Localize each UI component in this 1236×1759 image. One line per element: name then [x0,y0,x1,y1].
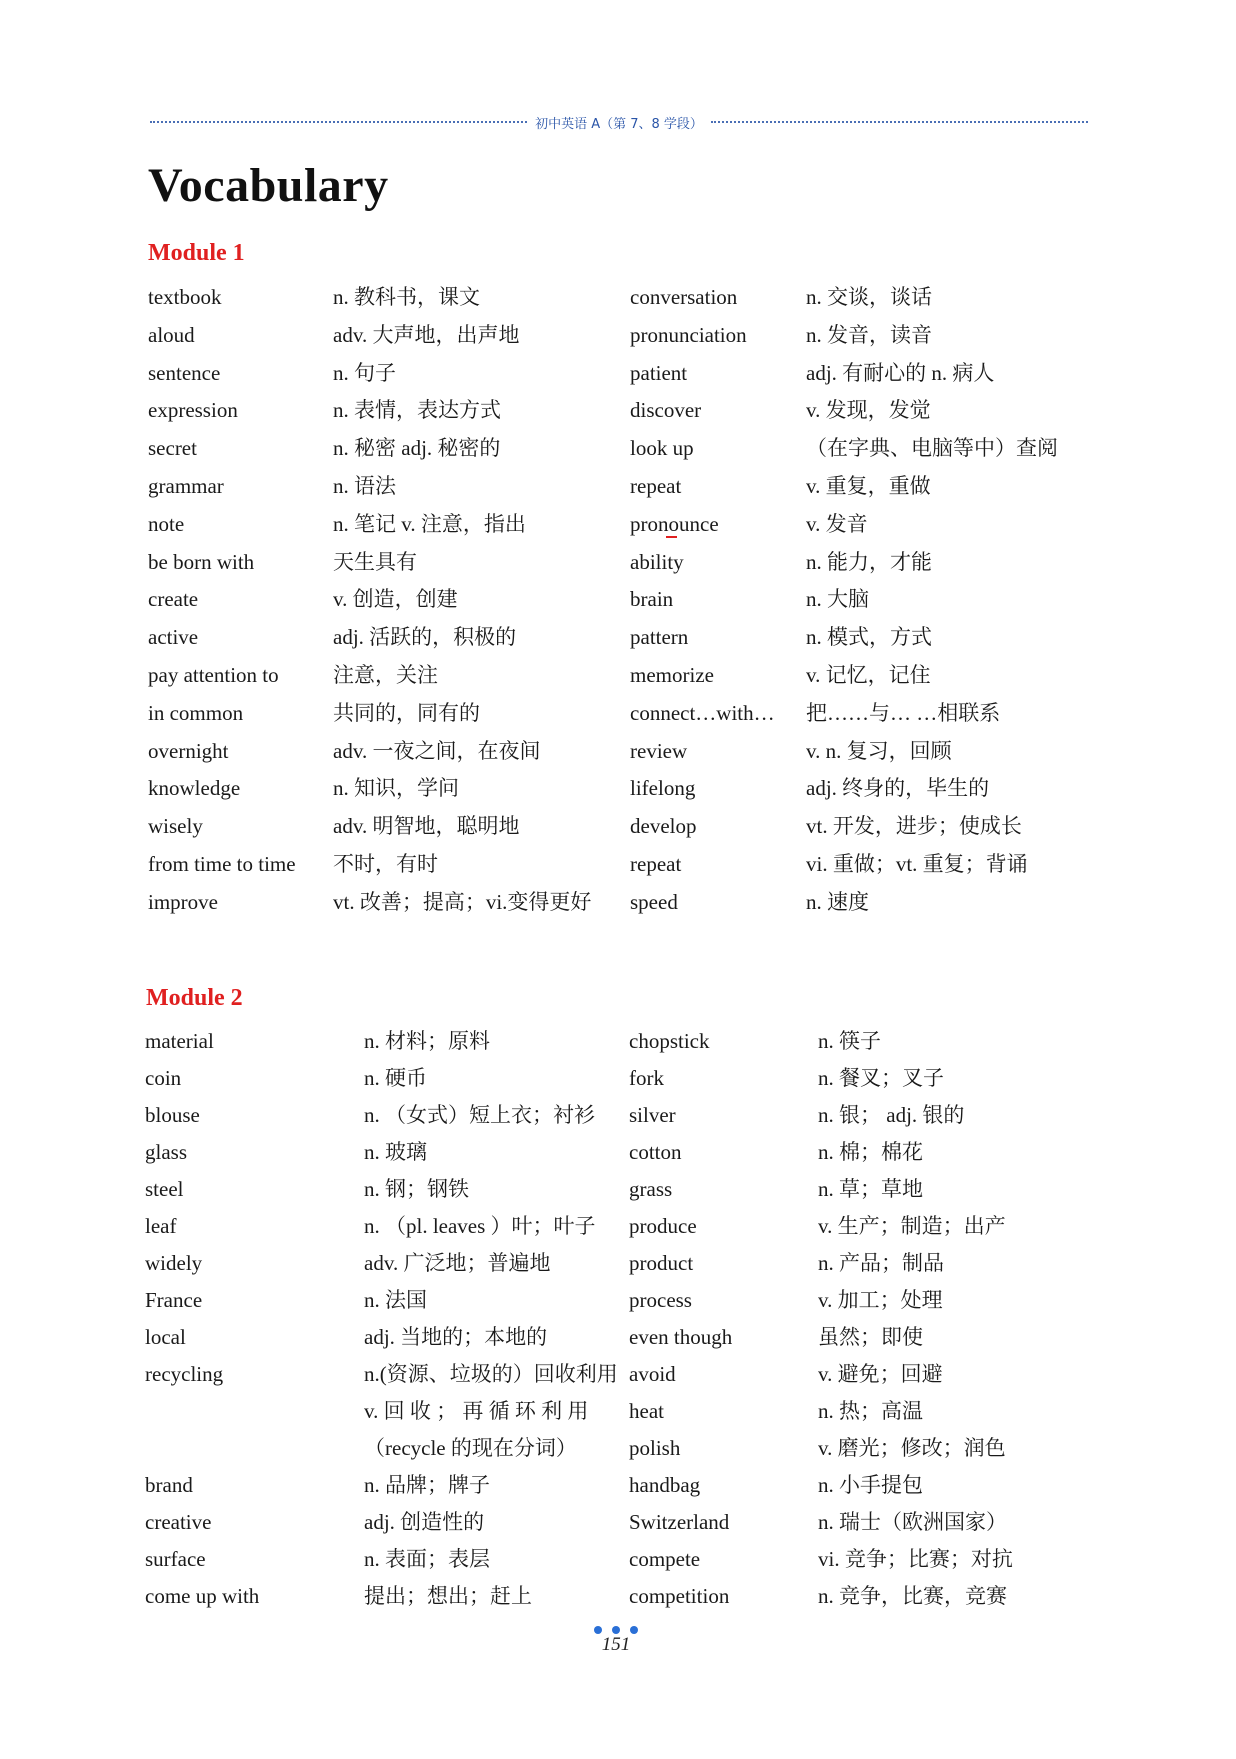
vocab-word: fork [629,1066,664,1090]
vocab-word: aloud [148,322,195,347]
vocab-word: patient [630,360,688,385]
vocab-meaning: n. 笔记 v. 注意，指出 [333,511,526,536]
vocab-entry [0,1392,1236,1430]
vocab-word: Switzerland [629,1510,730,1534]
vocab-word: in common [148,700,244,725]
vocab-word: improve [148,889,218,914]
vocab-entry [0,845,1236,883]
vocab-word: come up with [145,1584,260,1608]
vocab-word: product [629,1251,694,1275]
vocab-meaning: v. 创造，创建 [333,587,458,612]
vocab-meaning: v. 回 收 ； 再 循 环 利 用 [364,1399,589,1423]
vocab-meaning: n. 餐叉；叉子 [818,1066,944,1090]
vocab-word: grammar [148,474,224,498]
vocab-word: pay attention to [148,663,279,687]
vocab-meaning: n. 筷子 [818,1029,881,1053]
vocab-word: glass [145,1140,187,1164]
vocab-word: pronunciation [630,322,747,347]
header-text: 初中英语 A（第 7、8 学段） [535,116,703,132]
vocab-word: leaf [145,1214,177,1238]
vocab-meaning: （在字典、电脑等中）查阅 [806,436,1058,461]
vocab-meaning: n. 速度 [806,889,869,914]
vocab-entry [0,1207,1236,1245]
vocab-word: grass [629,1177,673,1201]
vocab-meaning: n. 表面；表层 [364,1547,490,1571]
dot-icon [630,1626,638,1634]
vocab-word: repeat [630,474,682,498]
vocab-word: France [145,1288,203,1312]
vocab-word: knowledge [148,776,241,801]
vocab-word: repeat [630,852,682,876]
vocab-meaning: adv. 大声地，出声地 [333,322,520,347]
vocab-meaning: （recycle 的现在分词） [364,1436,577,1460]
vocab-meaning: n. 教科书，课文 [333,285,480,309]
vocab-meaning: n. 大脑 [806,587,869,612]
vocab-meaning: n. 小手提包 [818,1473,923,1497]
red-underline-mark [666,536,677,538]
vocab-word: pattern [630,625,689,650]
vocab-word: develop [630,814,697,839]
vocab-meaning: v. 磨光；修改；润色 [818,1436,1006,1460]
vocab-entry [0,1577,1236,1615]
vocab-word: pronounce [630,511,719,536]
header-dotted-rule-left [150,121,527,123]
vocab-meaning: n. 发音，读音 [806,322,932,347]
vocab-meaning: n. 法国 [364,1288,427,1312]
vocab-word: widely [145,1251,203,1275]
vocab-meaning: vt. 开发，进步；使成长 [806,814,1022,839]
vocab-entry [0,769,1236,807]
vocab-entry [0,1318,1236,1356]
vocab-word: wisely [148,814,203,839]
vocab-word: be born with [148,549,255,574]
vocab-meaning: adj. 当地的；本地的 [364,1325,548,1349]
vocab-word: polish [629,1436,681,1460]
vocab-word: overnight [148,738,229,763]
vocab-word: recycling [145,1362,224,1386]
vocab-entry [0,1170,1236,1208]
vocab-meaning: n. 玻璃 [364,1140,427,1164]
vocab-entry [0,1281,1236,1319]
vocab-word: local [145,1325,186,1349]
vocab-word: active [148,625,199,650]
vocab-entry [0,278,1236,316]
vocab-word: speed [630,889,678,914]
vocab-word: brain [630,587,674,612]
vocab-meaning: n. 热；高温 [818,1399,923,1423]
vocab-meaning: vt. 改善；提高；vi.变得更好 [333,889,592,914]
vocab-word: expression [148,398,238,423]
vocab-meaning: 天生具有 [333,549,417,574]
dot-icon [612,1626,620,1634]
vocab-entry [0,1540,1236,1578]
vocab-entry [0,354,1236,392]
vocab-word: secret [148,436,197,461]
vocab-meaning: v. 发音 [806,511,868,536]
vocab-meaning: adj. 活跃的，积极的 [333,625,517,650]
vocab-entry [0,1133,1236,1171]
vocab-meaning: 提出；想出；赶上 [364,1584,532,1608]
dot-icon [594,1626,602,1634]
vocab-word: sentence [148,360,221,385]
vocab-meaning: n. 钢；钢铁 [364,1177,469,1201]
vocab-word: lifelong [630,776,696,801]
vocab-word: memorize [630,663,714,687]
vocab-entry [0,883,1236,921]
vocab-word: process [629,1288,692,1312]
vocab-word: textbook [148,285,222,309]
vocab-word: blouse [145,1103,200,1127]
vocab-word: heat [629,1399,664,1423]
vocab-word: conversation [630,285,738,309]
vocab-meaning: 共同的，同有的 [333,700,480,725]
vocab-word: silver [629,1103,676,1127]
vocab-meaning: adj. 终身的，毕生的 [806,776,990,801]
page-title: Vocabulary [148,159,389,212]
vocab-entry [0,656,1236,694]
vocab-meaning: n. 模式，方式 [806,625,932,650]
vocab-word: steel [145,1177,184,1201]
vocab-meaning: n. （女式）短上衣；衬衫 [364,1103,595,1127]
vocab-meaning: v. n. 复习，回顾 [806,738,952,763]
vocab-meaning: vi. 竞争；比赛；对抗 [818,1547,1013,1571]
vocab-word: chopstick [629,1029,710,1053]
vocab-meaning: n. 语法 [333,474,396,498]
vocab-entry [0,732,1236,770]
vocab-word: discover [630,398,702,423]
vocab-meaning: v. 避免；回避 [818,1362,943,1386]
vocab-word: material [145,1029,214,1053]
vocab-meaning: v. 记忆，记住 [806,663,931,687]
vocab-meaning: n. 知识，学问 [333,776,459,801]
vocab-meaning: n.(资源、垃圾的）回收利用 [364,1362,618,1386]
vocab-entry [0,694,1236,732]
vocab-word: even though [629,1325,733,1349]
vocab-meaning: n. 品牌；牌子 [364,1473,490,1497]
vocab-meaning: n. 产品；制品 [818,1251,944,1275]
vocab-entry [0,316,1236,354]
vocab-word: competition [629,1584,730,1608]
vocab-meaning: n. 秘密 adj. 秘密的 [333,436,501,461]
vocab-meaning: adv. 明智地，聪明地 [333,814,520,839]
vocab-entry [0,467,1236,505]
vocab-meaning: 把……与… …相联系 [806,700,1001,725]
vocab-meaning: adj. 创造性的 [364,1510,485,1534]
vocab-word: ability [630,549,684,574]
page-number: 151 [601,1634,631,1655]
header-dotted-rule-right [711,121,1088,123]
vocab-entry [0,1503,1236,1541]
vocab-meaning: n. 材料；原料 [364,1029,490,1053]
vocab-meaning: n. 瑞士（欧洲国家） [818,1510,1007,1534]
vocab-meaning: n. （pl. leaves ）叶；叶子 [364,1214,596,1238]
vocab-entry [0,505,1236,543]
module-heading: Module 2 [146,985,243,1011]
vocab-entry [0,1244,1236,1282]
vocab-meaning: v. 发现，发觉 [806,398,931,423]
vocab-word: note [148,511,185,536]
vocab-entry [0,1355,1236,1393]
vocab-meaning: n. 交谈，谈话 [806,285,932,309]
vocab-word: from time to time [148,852,296,876]
vocab-entry [0,543,1236,581]
vocab-entry [0,391,1236,429]
vocab-meaning: n. 银； adj. 银的 [818,1103,965,1127]
vocab-meaning: n. 棉；棉花 [818,1140,923,1164]
vocab-word: handbag [629,1473,701,1497]
vocab-word: cotton [629,1140,682,1164]
vocab-word: produce [629,1214,697,1238]
vocab-meaning: vi. 重做；vt. 重复；背诵 [806,852,1028,876]
module-heading: Module 1 [148,240,245,266]
vocab-meaning: n. 表情，表达方式 [333,398,501,423]
vocab-entry [0,429,1236,467]
vocab-word: surface [145,1547,206,1571]
vocab-word: create [148,587,199,612]
vocab-word: brand [145,1473,193,1497]
vocab-entry [0,1059,1236,1097]
vocab-entry [0,1429,1236,1467]
vocab-entry [0,1022,1236,1060]
vocab-meaning: 不时，有时 [333,852,438,876]
vocab-meaning: 注意，关注 [333,663,438,687]
vocab-meaning: v. 重复，重做 [806,474,931,498]
vocab-entry [0,618,1236,656]
vocab-word: compete [629,1547,701,1571]
vocab-meaning: n. 能力，才能 [806,549,932,574]
vocab-meaning: adv. 一夜之间，在夜间 [333,738,541,763]
vocab-meaning: 虽然；即使 [818,1325,923,1349]
vocab-entry [0,1096,1236,1134]
vocab-word: avoid [629,1362,676,1386]
vocab-meaning: n. 草；草地 [818,1177,923,1201]
vocab-word: creative [145,1510,212,1534]
vocab-entry [0,807,1236,845]
running-header [150,112,1088,132]
vocab-meaning: n. 竞争，比赛，竞赛 [818,1584,1007,1608]
vocab-entry [0,580,1236,618]
vocab-meaning: adj. 有耐心的 n. 病人 [806,360,995,385]
vocab-word: look up [630,436,694,461]
vocab-word: connect…with… [630,700,775,725]
vocab-meaning: v. 生产；制造；出产 [818,1214,1006,1238]
vocab-entry [0,1466,1236,1504]
vocab-meaning: n. 硬币 [364,1066,427,1090]
vocab-meaning: adv. 广泛地；普遍地 [364,1251,551,1275]
vocab-word: coin [145,1066,182,1090]
vocab-meaning: n. 句子 [333,360,396,385]
vocab-word: review [630,738,688,763]
vocab-meaning: v. 加工；处理 [818,1288,943,1312]
